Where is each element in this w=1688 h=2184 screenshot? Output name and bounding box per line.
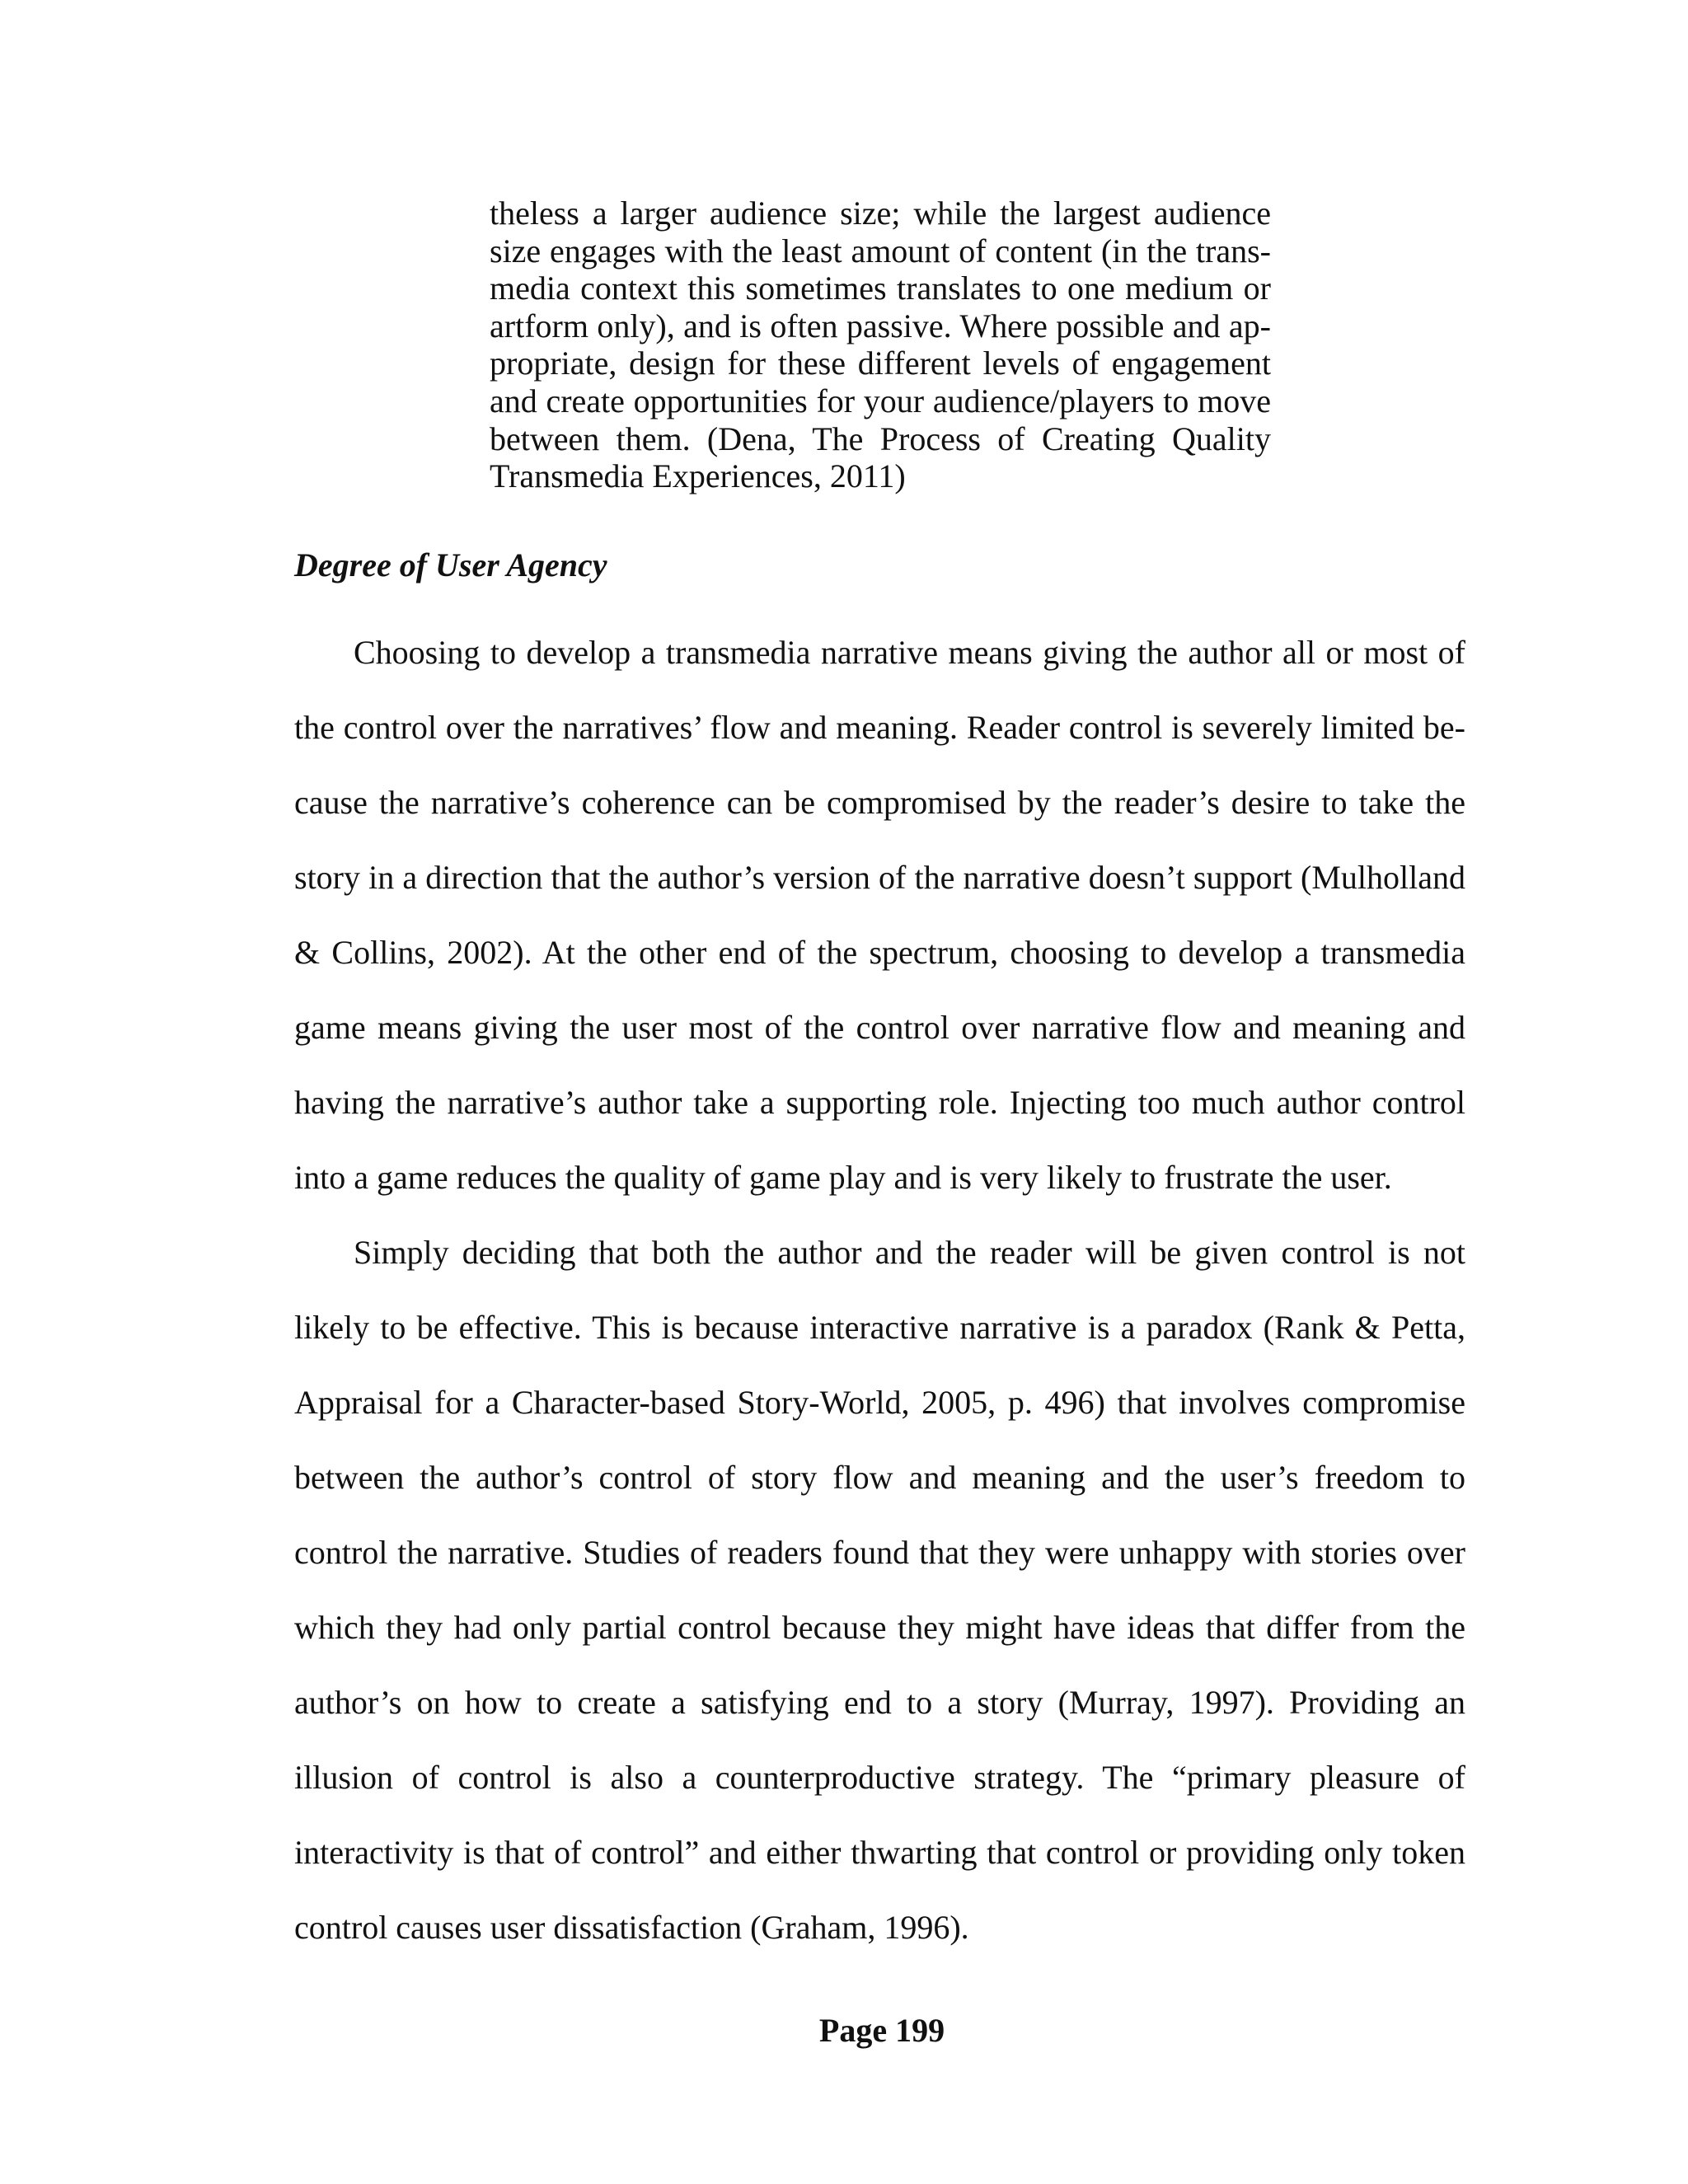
paragraph: Simply deciding that both the author and the reader will be given control is not likely to be effective. This is because interactive narrative is a paradox (Rank & Petta, Appraisal for a Character-based Story-World, 2005, p. 496) that involves compromise between the author’s control of story flow and meaning and the user’s freedom to control the narrative. Studies of readers found that they were unhappy with stories over which they had only partial control because they might have ideas that differ from the author’s on how to create a satisfying end to a story (Murray, 1997). Providing an illusion of control is also a counterproductive strategy. The “primary pleasure of interactivity is that of control” and either thwarting that control or providing only token control causes user dissatisfaction (Graham, 1996).	[294, 1234, 1465, 1946]
section-heading: Degree of User Agency	[294, 546, 607, 583]
body-text	[294, 615, 1465, 1965]
page-number: Page 199	[818, 2012, 945, 2049]
block-quote	[490, 194, 1271, 495]
block-quote-text: theless a larger audience size; while the largest audience size engages with the least amount of content (in the transmedia context this sometimes translates to one medium or artform only), and is often passive. Where possible and appropriate, design for these different levels of engagement and create opportunities for your audience/players to move between them. (Dena, The Process of Creating Quality Transmedia Experiences, 2011)	[490, 194, 1271, 495]
paragraph: Choosing to develop a transmedia narrative means giving the author all or most of the control over the narratives’ flow and meaning. Reader control is severely limited because the narrative’s coherence can be compromised by the reader’s desire to take the story in a direction that the author’s version of the narrative doesn’t support (Mulholland & Collins, 2002). At the other end of the spectrum, choosing to develop a transmedia game means giving the user most of the control over narrative flow and meaning and having the narrative’s author take a supporting role. Injecting too much author control into a game reduces the quality of game play and is very likely to frustrate the user.	[294, 634, 1465, 1196]
